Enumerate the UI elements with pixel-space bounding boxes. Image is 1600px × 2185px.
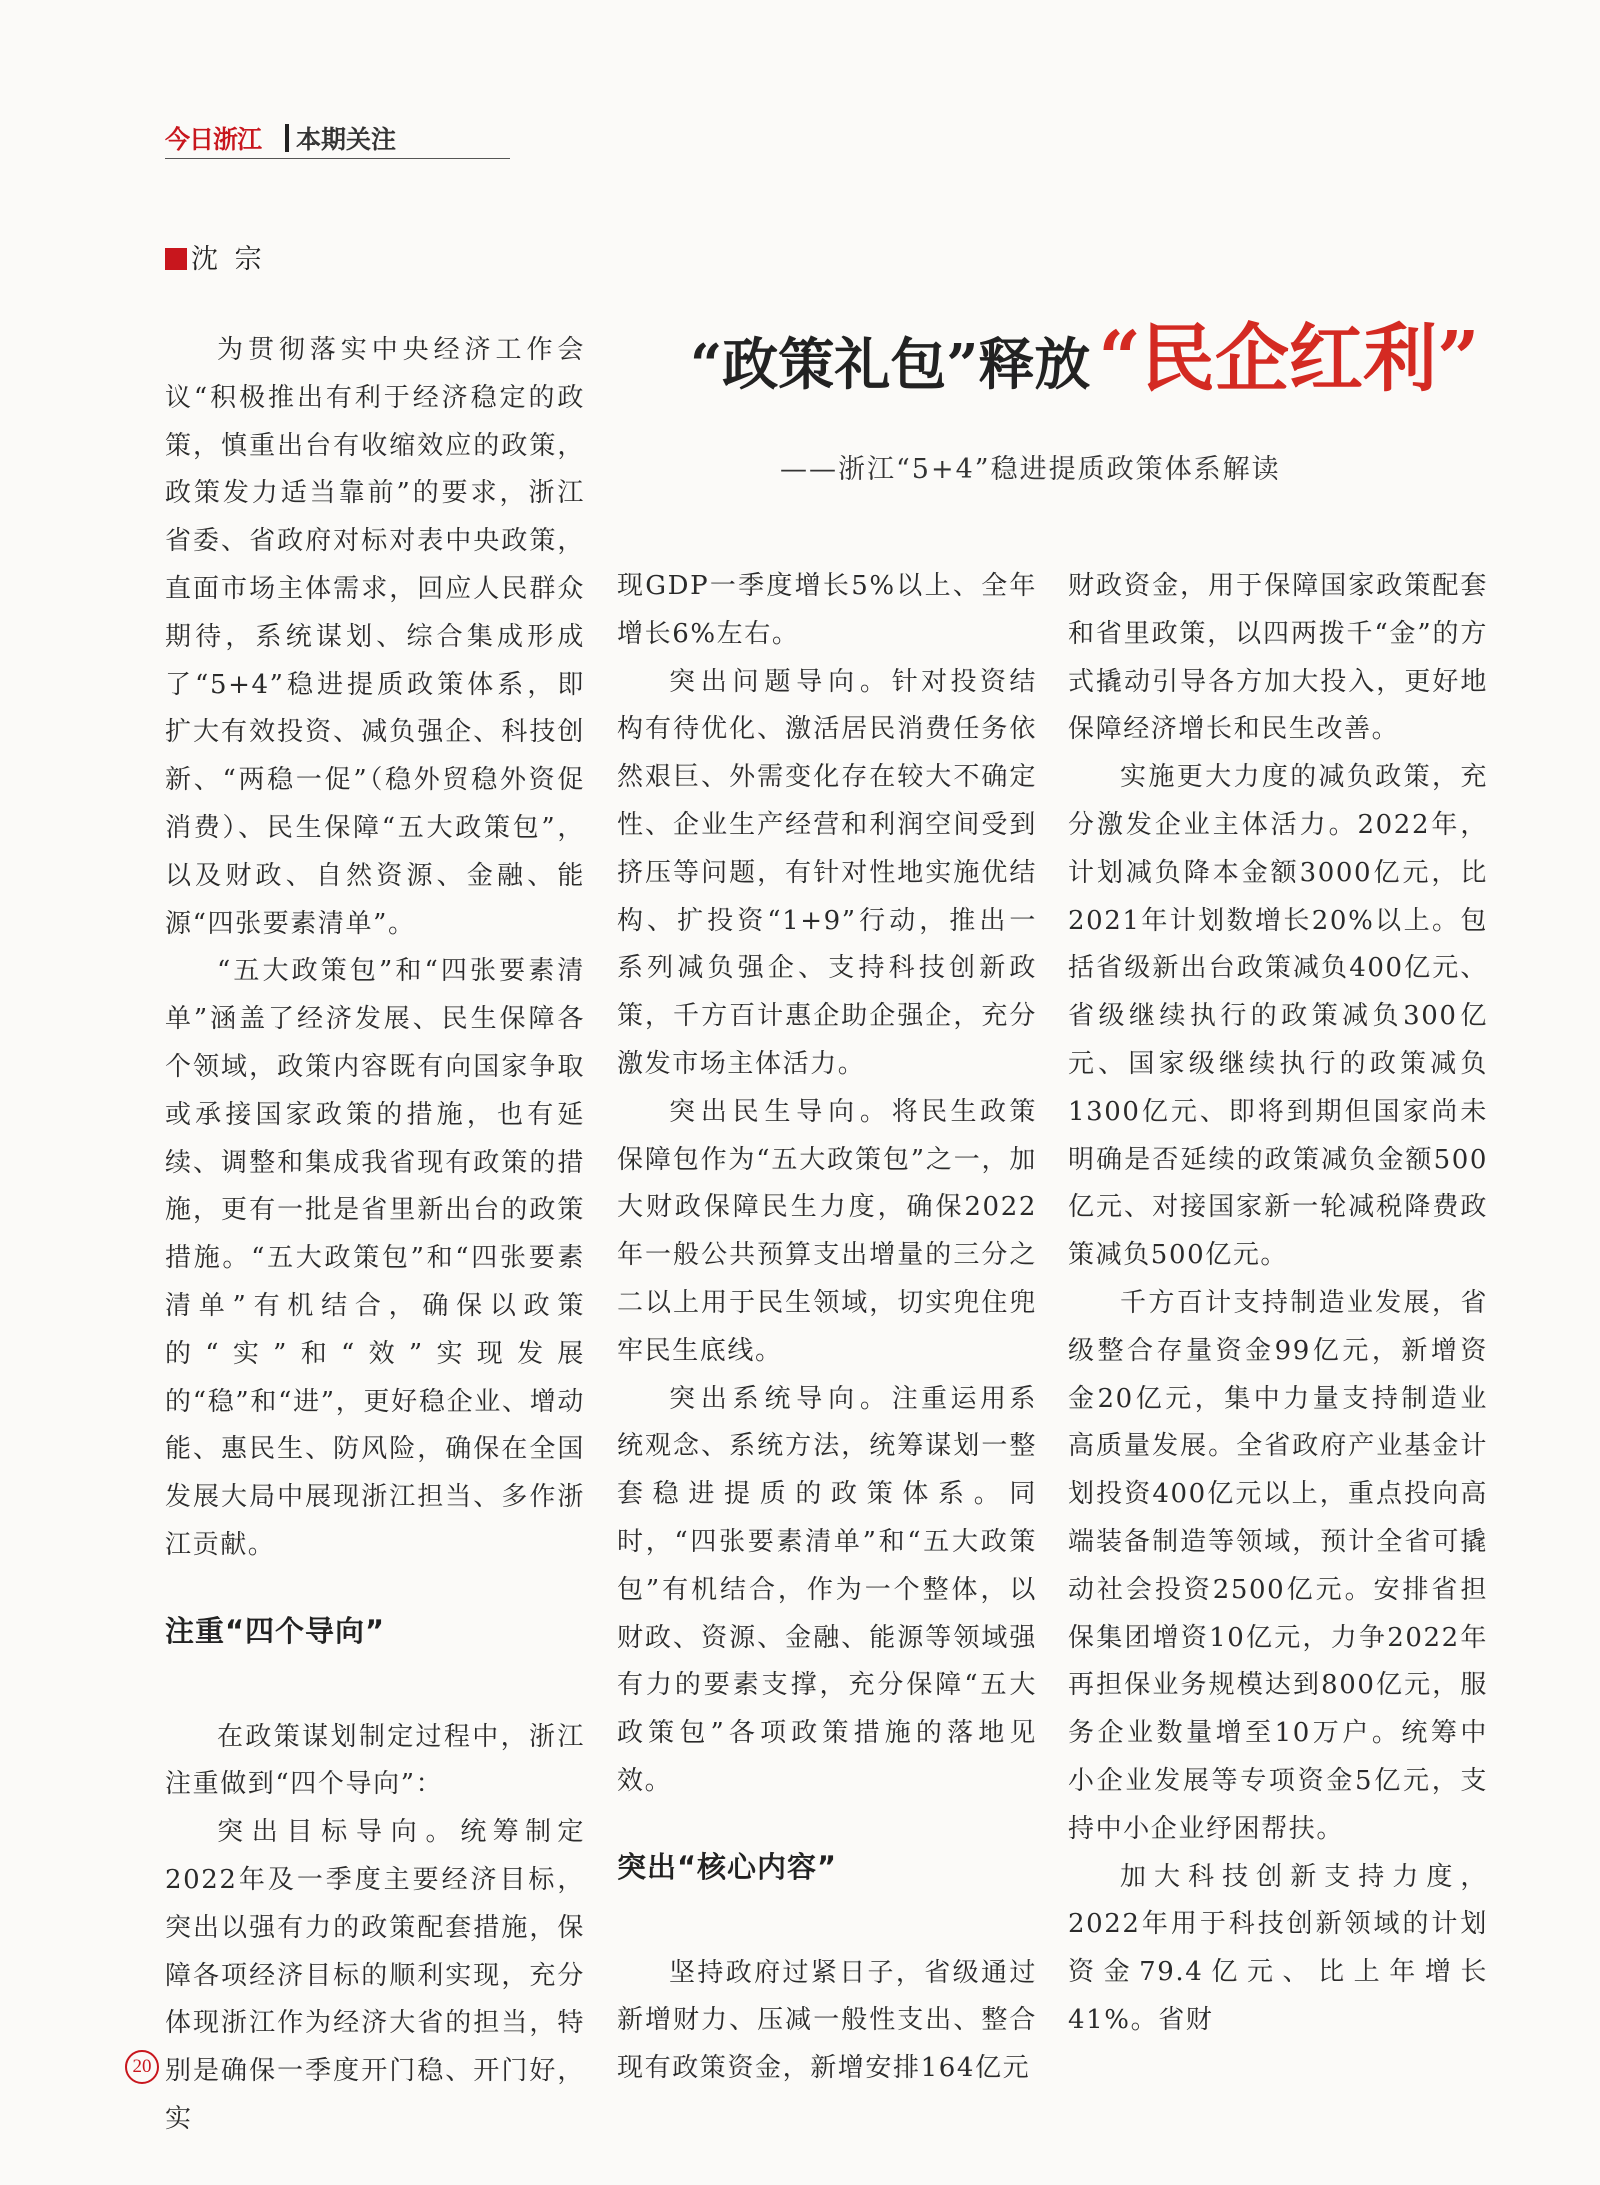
paragraph: 实施更大力度的减负政策，充分激发企业主体活力。2022年，计划减负降本金额3000亿元，比2021年计划数增长20%以上。包括省级新出台政策减负400亿元、省级继续执行的政策减负300亿元、国家级继续执行的政策减负1300亿元、即将到期但国家尚未明确是否延续的政策减负金额500亿元、对接国家新一轮减税降费政策减负500亿元。	[1068, 762, 1488, 1271]
paragraph-lead: 突出系统导向。	[669, 1383, 892, 1414]
author-name: 沈 宗	[191, 244, 266, 275]
paragraph: 坚持政府过紧日子，省级通过新增财力、压减一般性支出、整合现有政策资金，新增安排164亿元	[617, 1957, 1037, 2084]
paragraph-text: 针对投资结构有待优化、激活居民消费任务依然艰巨、外需变化存在较大不确定性、企业生产经营和利润空间受到挤压等问题，有针对性地实施优结构、扩投资“1+9”行动，推出一系列减负强企、支持科技创新政策，千方百计惠企助企强企，充分激发市场主体活力。	[617, 666, 1037, 1079]
paragraph-lead: 突出问题导向。	[669, 666, 892, 697]
header-divider	[285, 124, 289, 152]
column-2	[617, 563, 1037, 2093]
paragraph: 加大科技创新支持力度，2022年用于科技创新领域的计划资金79.4亿元、比上年增长41%。省财	[1068, 1861, 1488, 2035]
title-part-2: “民企红利”	[1098, 316, 1480, 402]
section-label: 本期关注	[296, 125, 397, 154]
paragraph-lead: 突出目标导向。	[217, 1817, 461, 1848]
paragraph: 为贯彻落实中央经济工作会议“积极推出有利于经济稳定的政策，慎重出台有收缩效应的政策，政策发力适当靠前”的要求，浙江省委、省政府对标对表中央政策，直面市场主体需求，回应人民群众期待，系统谋划、综合集成形成了“5+4”稳进提质政策体系，即扩大有效投资、减负强企、科技创新、“两稳一促”（稳外贸稳外资促消费）、民生保障“五大政策包”，以及财政、自然资源、金融、能源“四张要素清单”。	[165, 335, 585, 939]
paragraph: 现GDP一季度增长5%以上、全年增长6%左右。	[617, 571, 1037, 649]
paragraph: 在政策谋划制定过程中，浙江注重做到“四个导向”：	[165, 1721, 585, 1800]
paragraph-lead: 突出民生导向。	[669, 1096, 892, 1127]
paragraph-text: 注重运用系统观念、系统方法，统筹谋划一整套稳进提质的政策体系。同时，“四张要素清单”和“五大政策包”有机结合，作为一个整体，以财政、资源、金融、能源等领域强有力的要素支撑，充分保障“五大政策包”各项政策措施的落地见效。	[617, 1383, 1037, 1796]
article-subtitle: ——浙江“5+4”稳进提质政策体系解读	[780, 454, 1281, 485]
article-title	[690, 300, 1480, 406]
column-3	[1068, 563, 1488, 2045]
magazine-logo: 今日浙江	[165, 125, 262, 154]
square-icon	[165, 248, 187, 270]
page-header	[165, 118, 510, 159]
author-byline	[165, 237, 266, 276]
section-heading: 突出“核心内容”	[617, 1849, 838, 1884]
paragraph	[617, 1376, 1037, 1806]
paragraph: 千方百计支持制造业发展，省级整合存量资金99亿元，新增资金20亿元，集中力量支持制造业高质量发展。全省政府产业基金计划投资400亿元以上，重点投向高端装备制造等领域，预计全省可撬动社会投资2500亿元。安排省担保集团增资10亿元，力争2022年再担保业务规模达到800亿元，服务企业数量增至10万户。统筹中小企业发展等专项资金5亿元，支持中小企业纾困帮扶。	[1068, 1287, 1488, 1844]
page-number: 20	[125, 2050, 159, 2084]
paragraph	[617, 1089, 1037, 1376]
column-1	[165, 327, 585, 2144]
paragraph-text: 将民生政策保障包作为“五大政策包”之一，加大财政保障民生力度，确保2022年一般公共预算支出增量的三分之二以上用于民生领域，切实兜住兜牢民生底线。	[617, 1096, 1037, 1366]
paragraph	[617, 659, 1037, 1089]
paragraph: 财政资金，用于保障国家政策配套和省里政策，以四两拨千“金”的方式撬动引导各方加大投入，更好地保障经济增长和民生改善。	[1068, 571, 1488, 745]
title-part-1: “政策礼包”释放	[690, 332, 1091, 398]
paragraph-text: 统筹制定2022年及一季度主要经济目标，突出以强有力的政策配套措施，保障各项经济目标的顺利实现，充分体现浙江作为经济大省的担当，特别是确保一季度开门稳、开门好，实	[165, 1817, 585, 2134]
paragraph: “五大政策包”和“四张要素清单”涵盖了经济发展、民生保障各个领域，政策内容既有向国家争取或承接国家政策的措施，也有延续、调整和集成我省现有政策的措施，更有一批是省里新出台的政策措施。“五大政策包”和“四张要素清单”有机结合，确保以政策的“实”和“效”实现发展的“稳”和“进”，更好稳企业、增动能、惠民生、防风险，确保在全国发展大局中展现浙江担当、多作浙江贡献。	[165, 956, 585, 1560]
section-heading: 注重“四个导向”	[165, 1613, 386, 1648]
paragraph	[165, 1809, 585, 2144]
